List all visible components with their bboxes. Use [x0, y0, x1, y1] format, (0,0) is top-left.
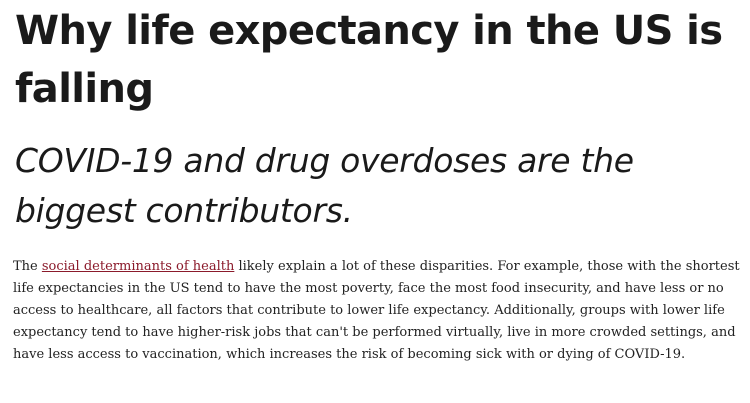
body-paragraph [13, 256, 741, 366]
body-prefix-text: The [13, 259, 42, 274]
body-text: likely explain a lot of these disparities. For example, those with the shortest life expectancies in the US tend to have the most poverty, face the most food insecurity, and have less or no access to healthcare, all factors that contribute to lower life expectancy. Additionally, groups with lower life expectancy tend to have higher-risk jobs that can't be performed virtually, live in more crowded settings, and have less access to vaccination, which increases the risk of becoming sick with or dying of COVID-19. [13, 259, 740, 362]
article-headline: Why life expectancy in the US is falling [15, 8, 723, 112]
article-subheadline: COVID-19 and drug overdoses are the biggest contributors. [15, 141, 634, 230]
social-determinants-link[interactable]: social determinants of health [41, 259, 235, 274]
